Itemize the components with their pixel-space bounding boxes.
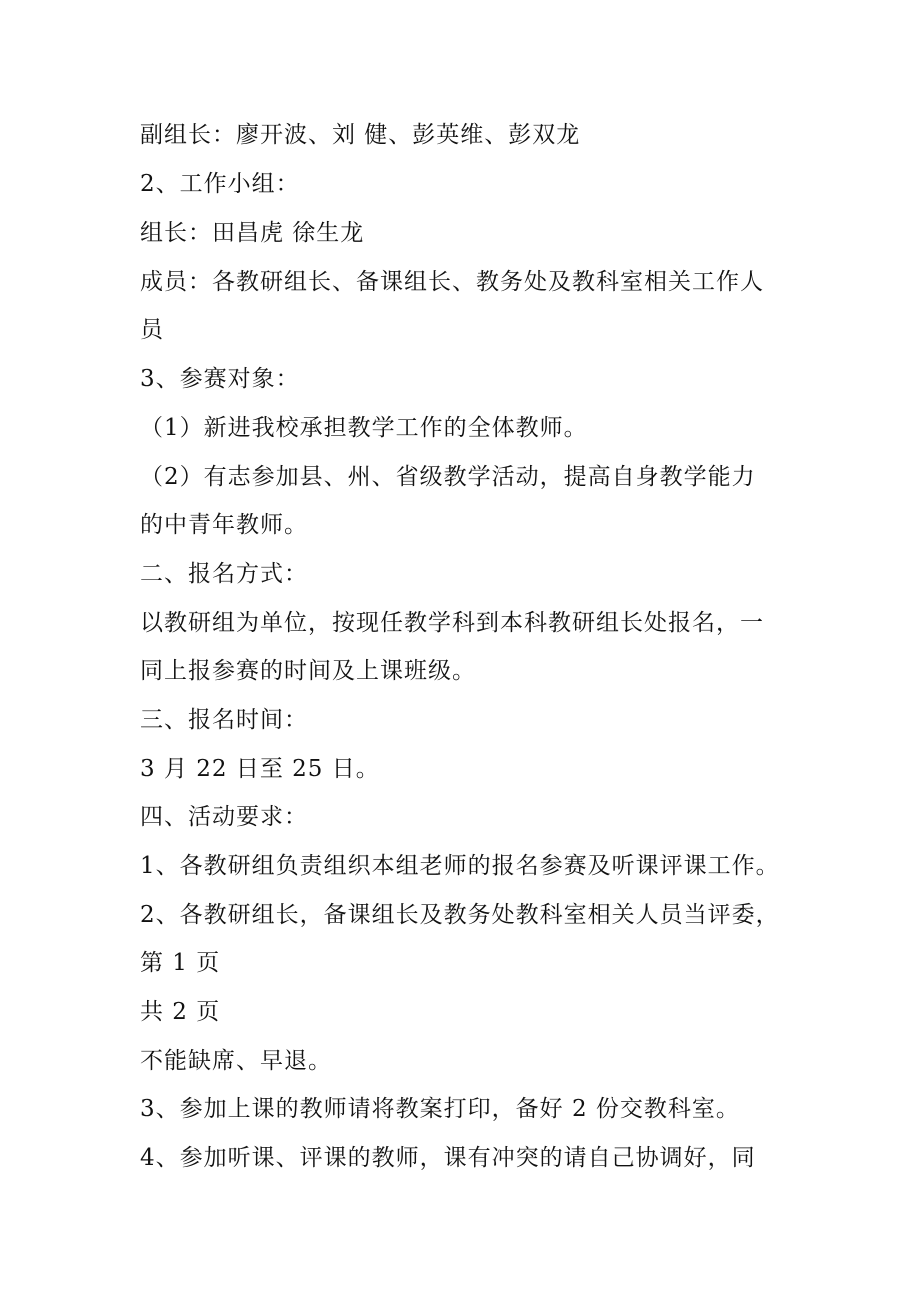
section-heading: 3、参赛对象： (140, 366, 300, 392)
section-heading: 四、活动要求： (140, 804, 308, 830)
registration-time-line: 3 月 22 日至 25 日。 (140, 756, 380, 782)
requirement-item-3: 3、参加上课的教师请将教案打印，备好 2 份交教科室。 (140, 1096, 740, 1122)
section-heading: 二、报名方式： (140, 561, 308, 587)
registration-method-line: 以教研组为单位，按现任教学科到本科教研组长处报名，一 (140, 610, 764, 636)
page-number: 第 1 页 (140, 950, 221, 976)
page-total: 共 2 页 (140, 999, 221, 1025)
requirement-item-1: 1、各教研组负责组织本组老师的报名参赛及听课评课工作。 (140, 853, 780, 879)
leader-line: 组长：田昌虎 徐生龙 (140, 220, 365, 246)
requirement-item-2: 2、各教研组长，备课组长及教务处教科室相关人员当评委， (140, 902, 780, 928)
members-line: 成员：各教研组长、备课组长、教务处及教科室相关工作人 (140, 269, 764, 295)
section-heading: 2、工作小组： (140, 171, 300, 197)
requirement-item-4: 4、参加听课、评课的教师，课有冲突的请自己协调好，同 (140, 1145, 756, 1171)
participant-item-2: （2）有志参加县、州、省级教学活动，提高自身教学能力 (140, 464, 756, 490)
participant-item-1: （1）新进我校承担教学工作的全体教师。 (140, 415, 588, 441)
members-line-continued: 员 (140, 317, 164, 343)
participant-item-2-continued: 的中青年教师。 (140, 512, 308, 538)
requirement-item-2-continued: 不能缺席、早退。 (140, 1048, 332, 1074)
registration-method-continued: 同上报参赛的时间及上课班级。 (140, 658, 476, 684)
vice-leader-line: 副组长：廖开波、刘 健、彭英维、彭双龙 (140, 122, 581, 148)
section-heading: 三、报名时间： (140, 707, 308, 733)
